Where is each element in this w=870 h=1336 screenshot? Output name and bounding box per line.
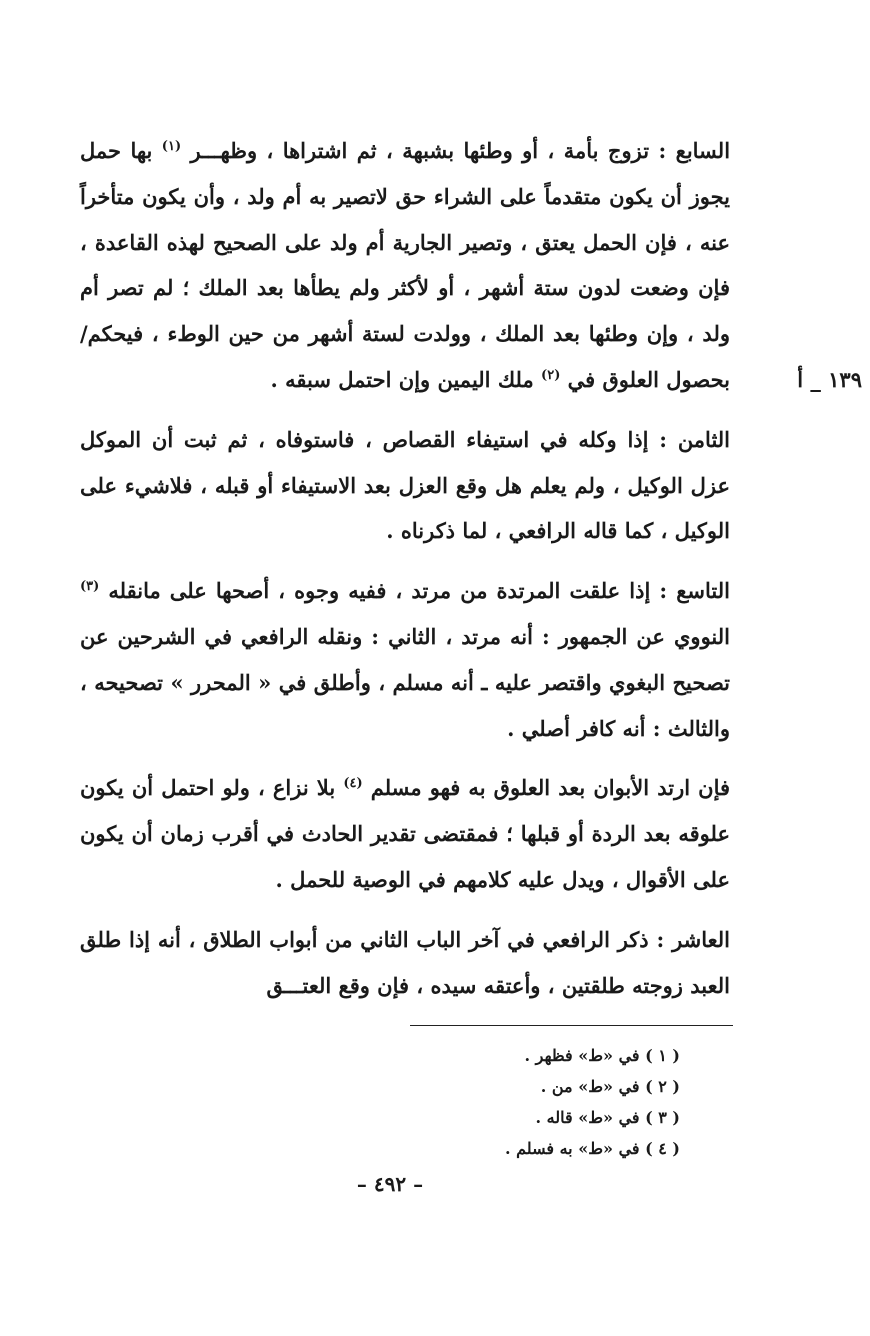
paragraph-text: فإن ارتد الأبوان بعد العلوق به فهو مسلم	[370, 775, 731, 801]
paragraph-seventh	[80, 128, 730, 403]
paragraph-text: : إذا علقت المرتدة من مرتد ، ففيه وجوه ، أصحها على مانقله	[108, 578, 668, 604]
footnote-ref: (٣)	[80, 579, 100, 595]
paragraph-lead: السابع	[675, 138, 731, 163]
footnote-item: ( ٤ ) في «ط» به فسلم .	[505, 1139, 680, 1158]
paragraph-text: : إذا وكله في استيفاء القصاص ، فاستوفاه ، ثم ثبت أن الموكل عزل الوكيل ، ولم يعلم هل وقع العزل بعد الاستيفاء أو قبله ، فلاشيء على الوكيل ، كما قاله الرافعي ، لما ذكرناه .	[80, 426, 730, 544]
paragraph-text: النووي عن الجمهور : أنه مرتد ، الثاني : ونقله الرافعي في الشرحين عن تصحيح البغوي واقتصر عليه ـ أنه مسلم ، وأطلق في « المحرر » تصحيحه ، والثالث : أنه كافر أصلي .	[80, 623, 730, 741]
paragraph-text: : ذكر الرافعي في آخر الباب الثاني من أبواب الطلاق ، أنه إذا طلق العبد زوجته طلقتين ، وأعتقه سيده ، فإن وقع العتـــق	[80, 926, 730, 998]
paragraph-text: بها حمل يجوز أن يكون متقدماً على الشراء حق لاتصير به أم ولد ، وأن يكون متأخراً عنه ، فإن الحمل يعتق ، وتصير الجارية أم ولد على الصحيح لهذه القاعدة ، فإن وضعت لدون ستة أشهر ، أو لأكثر ولم يطأها بعد الملك ؛ لم تصر أم ولد ، وإن وطئها بعد الملك ، وولدت لستة أشهر من حين الوطء ، فيحكم/بحصول العلوق في	[80, 138, 730, 392]
footnotes	[300, 1040, 680, 1164]
paragraph-tenth	[80, 917, 730, 1009]
paragraph-lead: الثامن	[677, 426, 731, 452]
footnote-ref: (٢)	[541, 367, 561, 383]
paragraph-lead: التاسع	[676, 578, 730, 604]
paragraph-text: بلا نزاع ، ولو احتمل أن يكون علوقه بعد الردة أو قبلها ؛ فمقتضى تقدير الحادث في أقرب زمان أن يكون على الأقوال ، ويدل عليه كلامهم في الوصية للحمل .	[80, 775, 730, 892]
paragraph-text: ملك اليمين وإن احتمل سبقه .	[270, 366, 534, 392]
footnote-item: ( ٢ ) في «ط» من .	[540, 1077, 680, 1096]
footnote-divider	[410, 1025, 733, 1026]
footnote-item: ( ١ ) في «ط» فظهر .	[524, 1046, 680, 1065]
footnote-ref: (١)	[161, 139, 182, 154]
main-text	[80, 128, 730, 1008]
page-number: – ٤٩٢ –	[356, 1172, 424, 1196]
paragraph-text: : تزوج بأمة ، أو وطئها بشبهة ، ثم اشتراها ، وظهـــر	[190, 138, 667, 163]
paragraph-continuation	[80, 765, 730, 902]
margin-folio-note: ١٣٩ _ أ	[797, 367, 862, 392]
paragraph-ninth	[80, 568, 730, 751]
paragraph-eighth	[80, 417, 730, 554]
paragraph-lead: العاشر	[672, 926, 731, 952]
footnote-ref: (٤)	[343, 776, 363, 792]
footnote-item: ( ٣ ) في «ط» قاله .	[535, 1108, 680, 1127]
